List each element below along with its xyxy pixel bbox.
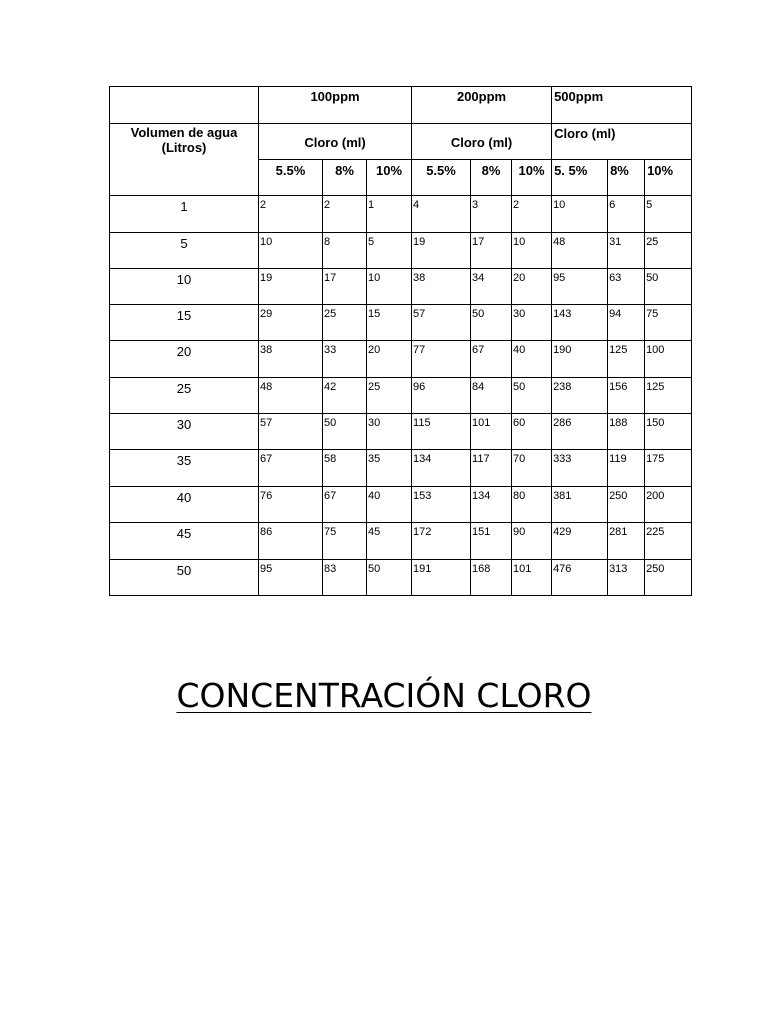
value-cell: 67 <box>471 341 512 378</box>
value-cell: 143 <box>552 305 608 341</box>
value-cell: 30 <box>367 414 412 450</box>
value-cell: 150 <box>645 414 692 450</box>
value-cell: 84 <box>471 378 512 414</box>
value-cell: 57 <box>412 305 471 341</box>
percent-header-cell: 10% <box>645 160 692 196</box>
value-cell: 172 <box>412 523 471 560</box>
value-cell: 2 <box>512 196 552 233</box>
value-cell: 286 <box>552 414 608 450</box>
value-cell: 125 <box>608 341 645 378</box>
table-row <box>110 560 692 596</box>
liters-cell: 25 <box>110 378 259 414</box>
value-cell: 67 <box>323 487 367 523</box>
table-row <box>110 523 692 560</box>
value-cell: 50 <box>323 414 367 450</box>
value-cell: 75 <box>323 523 367 560</box>
empty-corner-cell <box>110 87 259 124</box>
value-cell: 77 <box>412 341 471 378</box>
value-cell: 10 <box>367 269 412 305</box>
value-cell: 115 <box>412 414 471 450</box>
value-cell: 10 <box>552 196 608 233</box>
liters-cell: 5 <box>110 233 259 269</box>
value-cell: 33 <box>323 341 367 378</box>
value-cell: 19 <box>259 269 323 305</box>
value-cell: 48 <box>259 378 323 414</box>
percent-header-cell: 8% <box>323 160 367 196</box>
liters-cell: 35 <box>110 450 259 487</box>
value-cell: 50 <box>471 305 512 341</box>
value-cell: 25 <box>323 305 367 341</box>
value-cell: 10 <box>259 233 323 269</box>
value-cell: 38 <box>259 341 323 378</box>
value-cell: 95 <box>552 269 608 305</box>
value-cell: 30 <box>512 305 552 341</box>
value-cell: 191 <box>412 560 471 596</box>
value-cell: 134 <box>412 450 471 487</box>
value-cell: 125 <box>645 378 692 414</box>
value-cell: 190 <box>552 341 608 378</box>
chlorine-dosage-table <box>109 86 692 596</box>
value-cell: 20 <box>512 269 552 305</box>
value-cell: 42 <box>323 378 367 414</box>
value-cell: 25 <box>645 233 692 269</box>
table-row <box>110 305 692 341</box>
value-cell: 101 <box>471 414 512 450</box>
value-cell: 63 <box>608 269 645 305</box>
value-cell: 86 <box>259 523 323 560</box>
header-cloro-200: Cloro (ml) <box>412 124 552 160</box>
liters-cell: 15 <box>110 305 259 341</box>
value-cell: 19 <box>412 233 471 269</box>
value-cell: 20 <box>367 341 412 378</box>
value-cell: 80 <box>512 487 552 523</box>
ppm-header-row <box>110 87 692 124</box>
percent-header-cell: 10% <box>367 160 412 196</box>
value-cell: 151 <box>471 523 512 560</box>
header-100ppm: 100ppm <box>259 87 412 124</box>
liters-cell: 40 <box>110 487 259 523</box>
table-row <box>110 341 692 378</box>
value-cell: 15 <box>367 305 412 341</box>
value-cell: 57 <box>259 414 323 450</box>
value-cell: 225 <box>645 523 692 560</box>
page-title: CONCENTRACIÓN CLORO <box>176 676 592 715</box>
value-cell: 313 <box>608 560 645 596</box>
value-cell: 5 <box>367 233 412 269</box>
value-cell: 250 <box>608 487 645 523</box>
value-cell: 17 <box>323 269 367 305</box>
value-cell: 5 <box>645 196 692 233</box>
value-cell: 119 <box>608 450 645 487</box>
value-cell: 333 <box>552 450 608 487</box>
value-cell: 238 <box>552 378 608 414</box>
value-cell: 1 <box>367 196 412 233</box>
table-row <box>110 269 692 305</box>
table-row <box>110 378 692 414</box>
percent-header-cell: 10% <box>512 160 552 196</box>
value-cell: 94 <box>608 305 645 341</box>
liters-cell: 30 <box>110 414 259 450</box>
volume-header: Volumen de agua (Litros) <box>110 124 259 196</box>
value-cell: 3 <box>471 196 512 233</box>
value-cell: 45 <box>367 523 412 560</box>
value-cell: 50 <box>512 378 552 414</box>
value-cell: 17 <box>471 233 512 269</box>
value-cell: 2 <box>323 196 367 233</box>
value-cell: 101 <box>512 560 552 596</box>
value-cell: 156 <box>608 378 645 414</box>
value-cell: 60 <box>512 414 552 450</box>
value-cell: 35 <box>367 450 412 487</box>
value-cell: 90 <box>512 523 552 560</box>
value-cell: 200 <box>645 487 692 523</box>
table-row <box>110 414 692 450</box>
value-cell: 134 <box>471 487 512 523</box>
header-200ppm: 200ppm <box>412 87 552 124</box>
value-cell: 50 <box>367 560 412 596</box>
liters-cell: 50 <box>110 560 259 596</box>
value-cell: 70 <box>512 450 552 487</box>
value-cell: 31 <box>608 233 645 269</box>
percent-header-cell: 5.5% <box>259 160 323 196</box>
table-row <box>110 450 692 487</box>
liters-cell: 1 <box>110 196 259 233</box>
value-cell: 175 <box>645 450 692 487</box>
value-cell: 38 <box>412 269 471 305</box>
value-cell: 381 <box>552 487 608 523</box>
value-cell: 10 <box>512 233 552 269</box>
value-cell: 58 <box>323 450 367 487</box>
value-cell: 188 <box>608 414 645 450</box>
value-cell: 6 <box>608 196 645 233</box>
value-cell: 429 <box>552 523 608 560</box>
percent-header-cell: 5. 5% <box>552 160 608 196</box>
header-cloro-100: Cloro (ml) <box>259 124 412 160</box>
value-cell: 117 <box>471 450 512 487</box>
table-row <box>110 487 692 523</box>
value-cell: 48 <box>552 233 608 269</box>
percent-header-cell: 8% <box>608 160 645 196</box>
header-500ppm: 500ppm <box>552 87 692 124</box>
value-cell: 250 <box>645 560 692 596</box>
liters-cell: 45 <box>110 523 259 560</box>
value-cell: 281 <box>608 523 645 560</box>
value-cell: 83 <box>323 560 367 596</box>
value-cell: 95 <box>259 560 323 596</box>
value-cell: 34 <box>471 269 512 305</box>
percent-header-cell: 5.5% <box>412 160 471 196</box>
value-cell: 2 <box>259 196 323 233</box>
value-cell: 96 <box>412 378 471 414</box>
value-cell: 50 <box>645 269 692 305</box>
value-cell: 153 <box>412 487 471 523</box>
liters-cell: 10 <box>110 269 259 305</box>
liters-cell: 20 <box>110 341 259 378</box>
value-cell: 25 <box>367 378 412 414</box>
table-row <box>110 196 692 233</box>
value-cell: 168 <box>471 560 512 596</box>
value-cell: 100 <box>645 341 692 378</box>
value-cell: 29 <box>259 305 323 341</box>
value-cell: 4 <box>412 196 471 233</box>
table-row <box>110 233 692 269</box>
value-cell: 40 <box>512 341 552 378</box>
value-cell: 8 <box>323 233 367 269</box>
percent-header-cell: 8% <box>471 160 512 196</box>
value-cell: 67 <box>259 450 323 487</box>
value-cell: 476 <box>552 560 608 596</box>
value-cell: 76 <box>259 487 323 523</box>
cloro-header-row <box>110 124 692 160</box>
value-cell: 40 <box>367 487 412 523</box>
value-cell: 75 <box>645 305 692 341</box>
header-cloro-500: Cloro (ml) <box>552 124 692 160</box>
